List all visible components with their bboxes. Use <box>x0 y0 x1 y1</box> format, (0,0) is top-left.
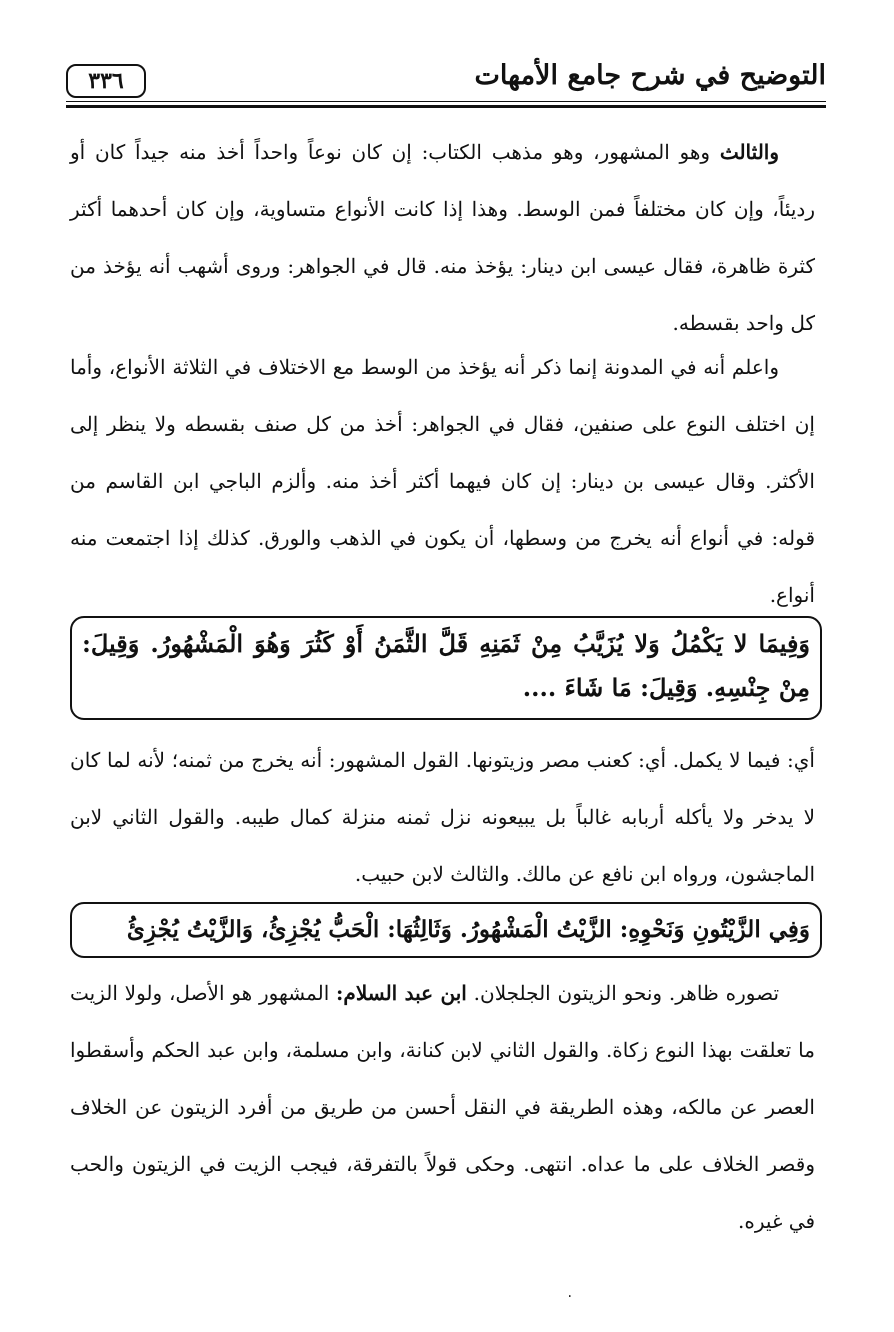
header-rule <box>66 105 826 108</box>
running-title: التوضيح في شرح جامع الأمهات <box>474 60 826 91</box>
matn-box-2 <box>70 902 822 958</box>
header-rule-thin <box>66 101 826 102</box>
commentary-2-authority: ابن عبد السلام: <box>336 981 467 1005</box>
paragraph-2-text: واعلم أنه في المدونة إنما ذكر أنه يؤخذ من الوسط مع الاختلاف في الثلاثة الأنواع، وأما إن اختلف النوع على صنفين، فقال في الجواهر: أخذ من كل صنف بقسطه ولا ينظر إلى الأكثر. وقال عيسى بن دينار: إن كان فيهما أكثر أخذ منه. وألزم الباجي ابن القاسم من قوله: في أنواع أنه يخرج من وسطها، أن يكون في الذهب والورق. كذلك إذا اجتمعت منه أنواع. <box>70 355 815 607</box>
paragraph-1 <box>70 124 815 352</box>
commentary-2-after: المشهور هو الأصل، ولولا الزيت ما تعلقت بهذا النوع زكاة. والقول الثاني لابن كنانة، وابن مسلمة، وابن عبد الحكم وأسقطوا العصر عن مالكه، وهذه الطريقة في النقل أحسن من طريق من أفرد الزيتون عن الخلاف وقصر الخلاف على ما عداه. انتهى. وحكى قولاً بالتفرقة، فيجب الزيت في الزيتون والحب في غيره. <box>70 981 815 1233</box>
matn-text-1: وَفِيمَا لا يَكْمُلُ وَلا يُزَيَّبُ مِنْ ثَمَنِهِ قَلَّ الثَّمَنُ أَوْ كَثُرَ وَهُوَ الْمَشْهُورُ. وَقِيلَ: مِنْ جِنْسِهِ. وَقِيلَ: مَا شَاءَ .... <box>82 629 810 702</box>
commentary-2 <box>70 965 815 1250</box>
commentary-1-text: أي: فيما لا يكمل. أي: كعنب مصر وزيتونها. القول المشهور: أنه يخرج من ثمنه؛ لأنه لما كان لا يدخر ولا يأكله أربابه غالباً بل يبيعونه نزل ثمنه منزلة كمال طيبه. والقول الثاني لابن الماجشون، ورواه ابن نافع عن مالك. والثالث لابن حبيب. <box>70 748 815 886</box>
paragraph-1-text: وهو المشهور، وهو مذهب الكتاب: إن كان نوعاً واحداً أخذ منه جيداً كان أو رديئاً، وإن كان مختلفاً فمن الوسط. وهذا إذا كانت الأنواع متساوية، وإن كان أحدهما أكثر كثرة ظاهرة، فقال عيسى ابن دينار: يؤخذ منه. قال في الجواهر: وروى أشهب أنه يؤخذ من كل واحد بقسطه. <box>70 140 815 335</box>
page-header <box>66 58 826 108</box>
commentary-2-before: تصوره ظاهر. ونحو الزيتون الجلجلان. <box>473 981 780 1005</box>
paragraph-2 <box>70 339 815 624</box>
matn-text-2: وَفِي الزَّيْتُونِ وَنَحْوِهِ: الزَّيْتُ الْمَشْهُورُ. وَثَالِثُهَا: الْحَبُّ يُجْزِئُ، وَالزَّيْتُ يُجْزِئُ <box>126 916 810 943</box>
matn-box-1 <box>70 616 822 720</box>
commentary-1 <box>70 732 815 903</box>
page-number: ٣٣٦ <box>66 64 146 98</box>
footer-mark: ٠ <box>566 1288 574 1304</box>
paragraph-1-lead: والثالث <box>719 140 779 164</box>
